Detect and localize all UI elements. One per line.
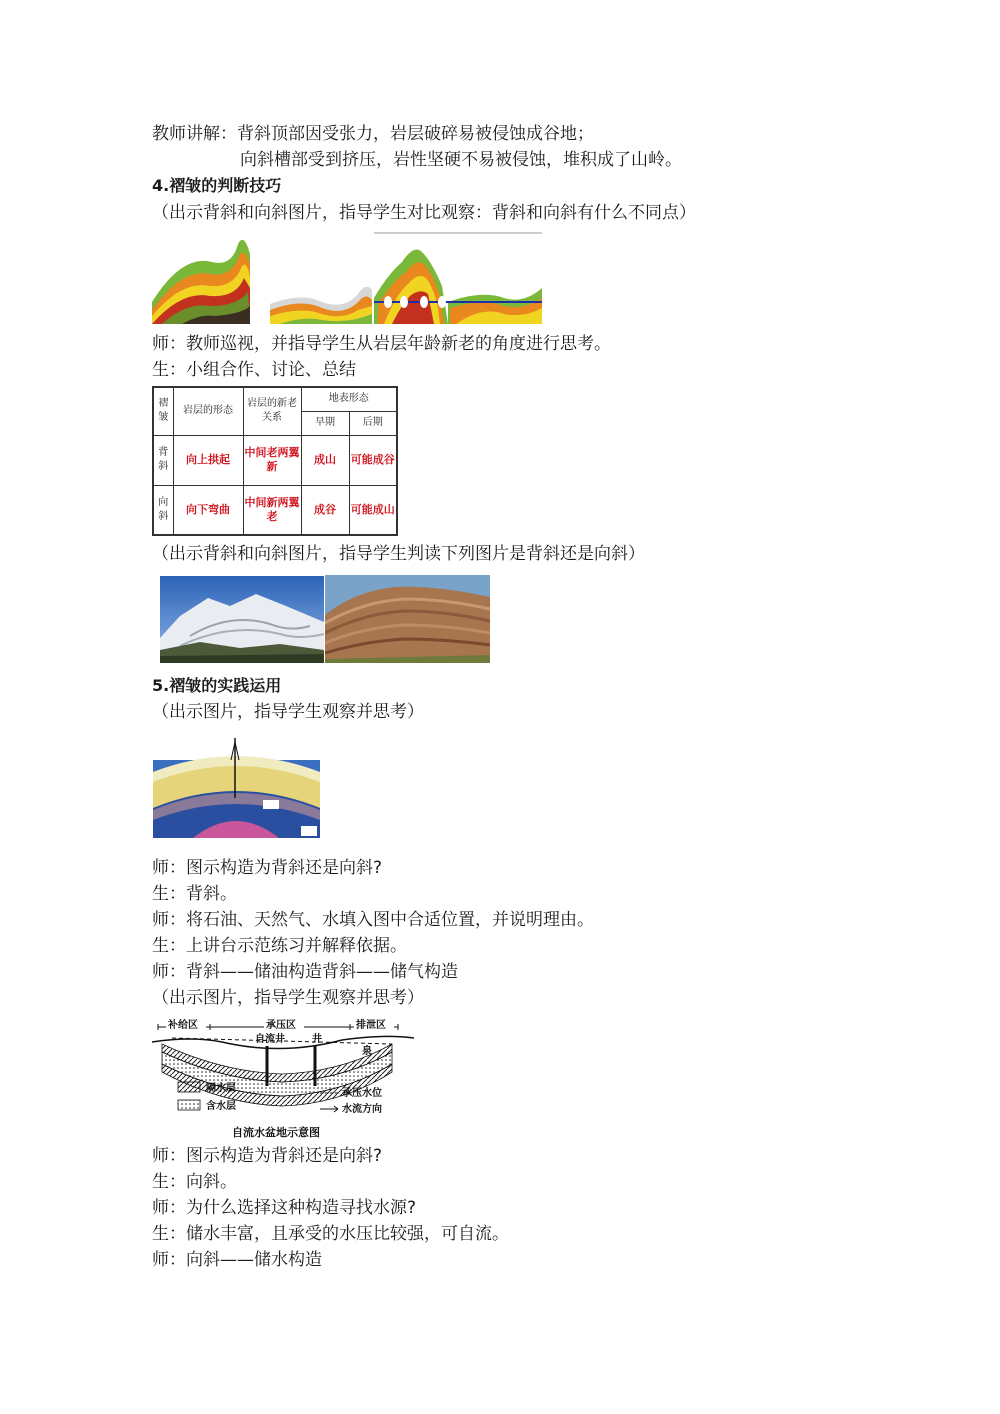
label-discharge: 排泄区 [356,1020,386,1031]
text-line: 向斜槽部受到挤压，岩性坚硬不易被侵蚀，堆积成了山岭。 [240,150,682,170]
header-surface-form: 地表形态 [301,387,397,411]
anticline-syncline-with-line [374,250,542,324]
text-line: （出示背斜和向斜图片，指导学生判读下列图片是背斜还是向斜） [152,544,645,564]
anticline-diagram [152,240,250,324]
oil-gas-anticline-diagram [153,738,320,838]
hillside-fold-photo [325,575,490,663]
header-layer-age: 岩层的新老关系 [243,387,301,435]
header-early: 早期 [301,411,349,435]
text-line: 师：向斜——储水构造 [152,1250,322,1270]
text-line: 生：上讲台示范练习并解释依据。 [152,936,407,956]
text-line: （出示背斜和向斜图片，指导学生对比观察：背斜和向斜有什么不同点） [152,203,696,223]
text-line: 生：向斜。 [152,1172,237,1192]
legend-aquifer: 含水层 [206,1101,236,1112]
diagram-caption: 自流水盆地示意图 [232,1126,320,1139]
text-line: 师：背斜——储油构造背斜——储气构造 [152,962,458,982]
row-syncline-early: 成谷 [301,485,349,535]
label-pressure: 承压区 [266,1020,296,1031]
text-line: 生：背斜。 [152,884,237,904]
text-line: 师：为什么选择这种构造寻找水源? [152,1198,417,1218]
text-line: 师：图示构造为背斜还是向斜? [152,858,383,878]
label-well: 井 [312,1034,322,1045]
legend-aquiclude: 隔水层 [206,1083,236,1094]
row-anticline-early: 成山 [301,435,349,485]
label-recharge: 补给区 [168,1020,198,1031]
mountain-fold-photo [160,576,324,663]
header-fold: 褶皱 [153,387,173,435]
row-syncline-late: 可能成山 [349,485,397,535]
label-spring: 泉 [362,1046,372,1057]
row-anticline-late: 可能成谷 [349,435,397,485]
fold-comparison-diagram [152,232,544,326]
text-line: 师：教师巡视，并指导学生从岩层年龄新老的角度进行思考。 [152,334,611,354]
text-line: （出示图片，指导学生观察并思考） [152,702,424,722]
legend-flow: 水流方向 [342,1104,382,1115]
section-heading-4: 4.褶皱的判断技巧 [152,176,282,195]
label-artesian-well: 自流井 [255,1034,285,1045]
text-line: 生：储水丰富，且承受的水压比较强，可自流。 [152,1224,509,1244]
syncline-diagram [270,287,372,324]
text-line: 教师讲解：背斜顶部因受张力，岩层破碎易被侵蚀成谷地； [152,124,594,144]
row-syncline-name: 向斜 [153,485,173,535]
row-anticline-name: 背斜 [153,435,173,485]
legend-head-line: 承压水位 [342,1088,382,1099]
header-layer-shape: 岩层的形态 [173,387,243,435]
section-heading-5: 5.褶皱的实践运用 [152,676,282,695]
row-anticline-age: 中间老两翼新 [243,435,301,485]
row-syncline-shape: 向下弯曲 [173,485,243,535]
fold-comparison-table [152,386,398,536]
text-line: （出示图片，指导学生观察并思考） [152,988,424,1008]
text-line: 师：将石油、天然气、水填入图中合适位置，并说明理由。 [152,910,594,930]
text-line: 师：图示构造为背斜还是向斜? [152,1146,383,1166]
text-line: 生：小组合作、讨论、总结 [152,360,356,380]
row-anticline-shape: 向上拱起 [173,435,243,485]
header-late: 后期 [349,411,397,435]
row-syncline-age: 中间新两翼老 [243,485,301,535]
artesian-basin-diagram [152,1014,414,1142]
